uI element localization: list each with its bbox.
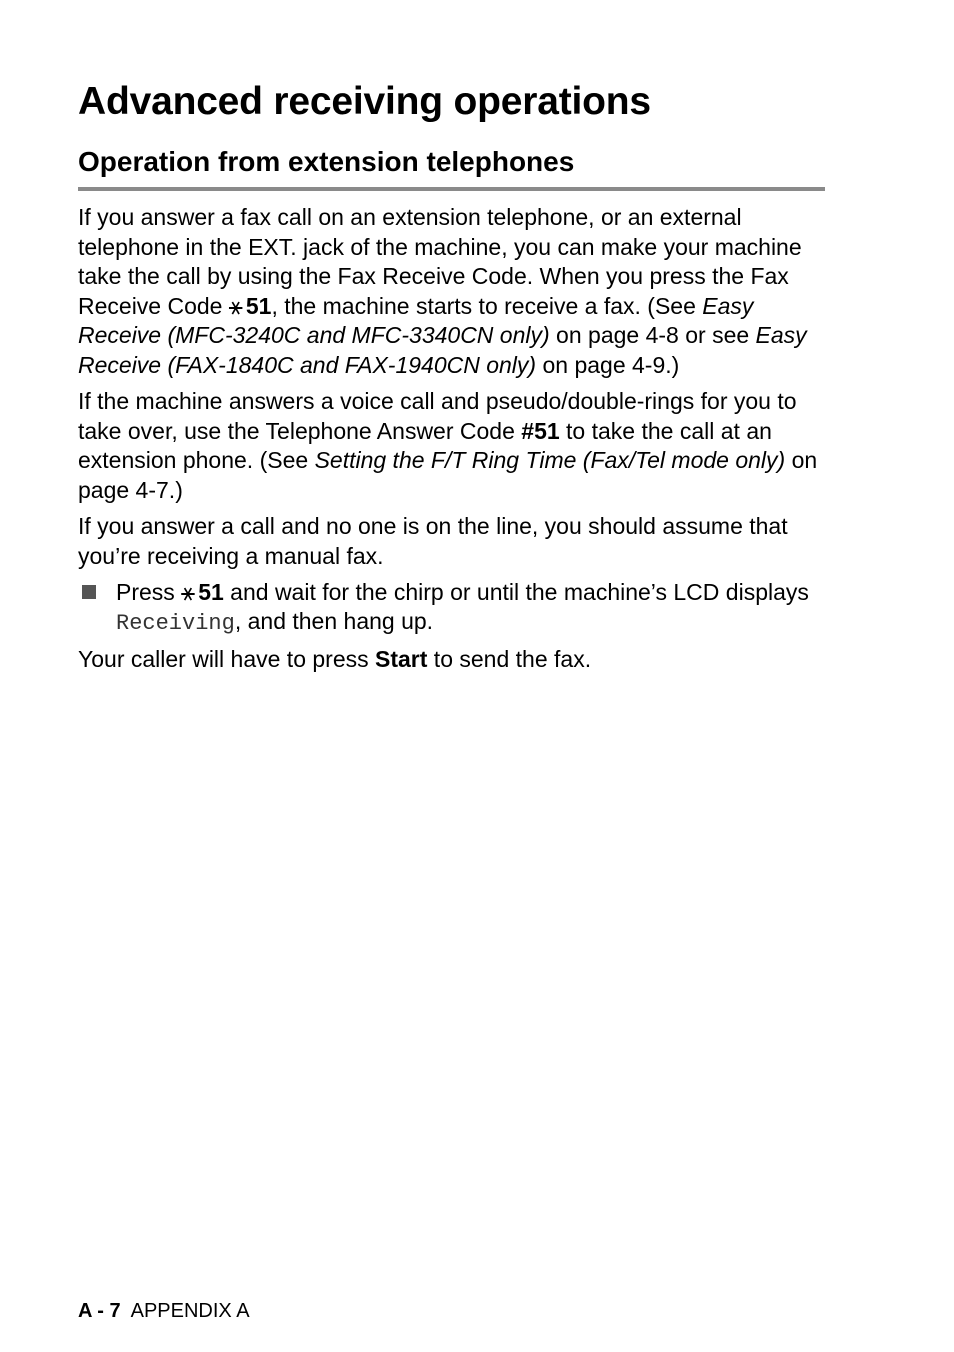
paragraph-fax-receive-code: If you answer a fax call on an extension telephone, or an external telephone in the EXT. jack of the machine, you can make your machine take the call by using the Fax Receive Code. When you press the Fax Receive Code ⚹ 51, the machine starts to receive a fax. (See Easy Receive (MFC-3240C and MFC-3340CN only) on page 4-8 or see Easy Receive (FAX-1840C and FAX-1940CN only) on page 4-9.) [78, 204, 807, 378]
fax-receive-code: 51 [245, 292, 272, 319]
cross-reference-link: Easy Receive (MFC-3240C and MFC-3340CN only) [78, 292, 754, 349]
page-number: A - 7 [78, 1300, 121, 1322]
cross-reference-link: Setting the F/T Ring Time (Fax/Tel mode only) [314, 447, 786, 474]
section-divider [78, 187, 825, 191]
telephone-answer-code: #51 [521, 417, 560, 444]
footer-section: APPENDIX A [130, 1300, 250, 1322]
fax-receive-code: 51 [198, 578, 224, 605]
section-title: Operation from extension telephones [78, 146, 575, 177]
start-key-label: Start [375, 646, 428, 673]
page-title: Advanced receiving operations [78, 80, 651, 123]
star-key-icon: ⚹ [180, 578, 196, 606]
paragraph-caller-start: Your caller will have to press Start to send the fax. [78, 646, 592, 673]
paragraph-manual-fax: If you answer a call and no one is on the line, you should assume that you’re receiving a manual fax. [78, 512, 788, 569]
star-key-icon: ⚹ [228, 292, 243, 320]
paragraph-telephone-answer-code: If the machine answers a voice call and pseudo/double-rings for you to take over, use the Telephone Answer Code #51 to take the call at an extension phone. (See Setting the F/T Ring Time (Fax/Tel mode only) on page 4-7.) [78, 388, 818, 503]
list-item: Press ⚹ 51 and wait for the chirp or until the machine’s LCD displays Receiving, and then hang up. [78, 578, 825, 639]
lcd-message: Receiving [116, 611, 235, 637]
body-text [78, 203, 825, 681]
page-footer [78, 1300, 250, 1323]
bullet-square-icon [78, 578, 116, 639]
cross-reference-link: Easy Receive (FAX-1840C and FAX-1940CN only) [78, 322, 807, 378]
